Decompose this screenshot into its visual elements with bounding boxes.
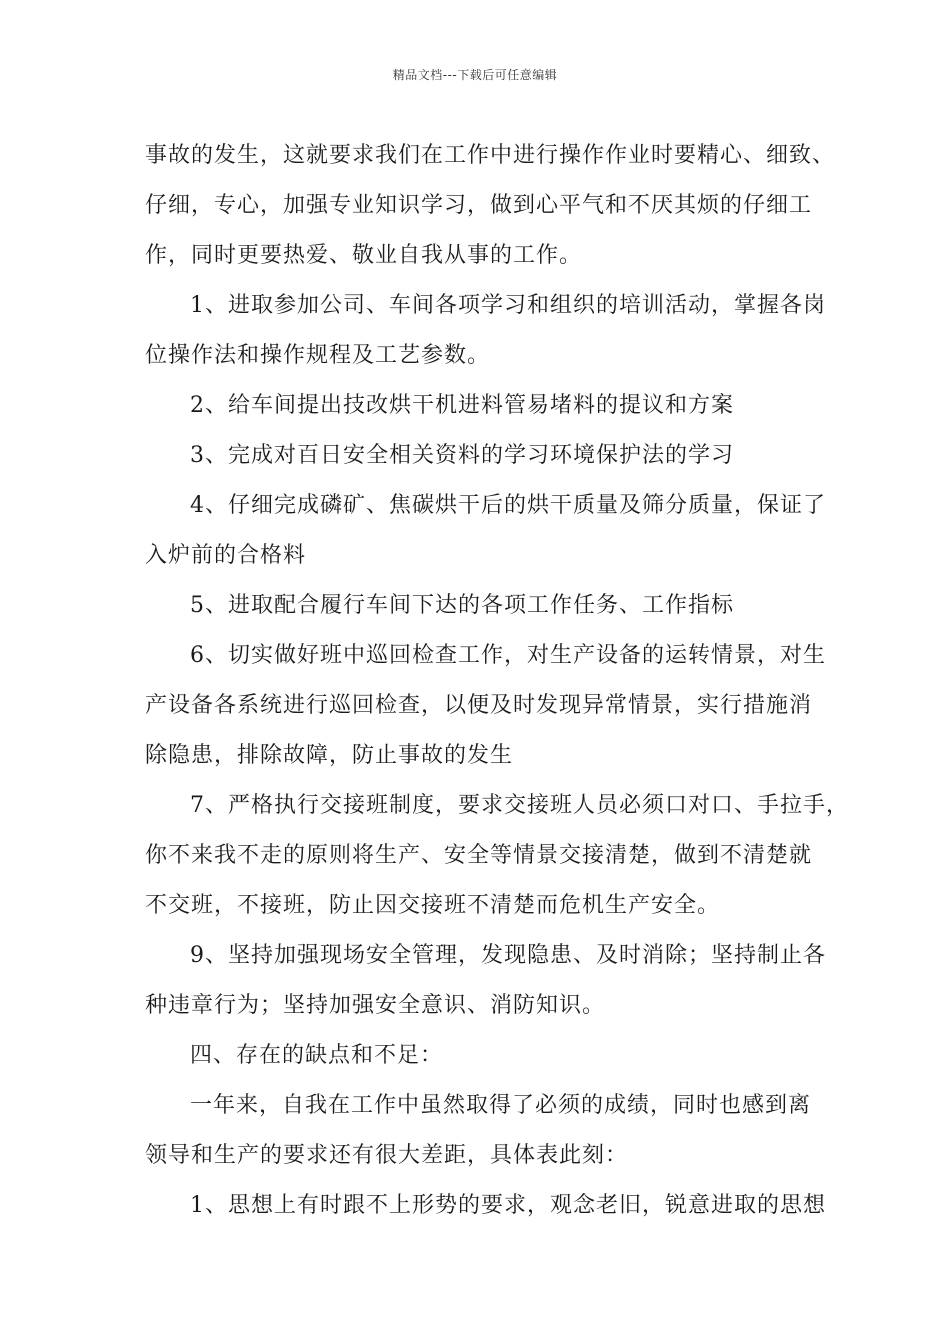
paragraph: [145, 1181, 826, 1231]
section-heading: [145, 1031, 813, 1081]
paragraph: [145, 431, 813, 481]
text-line: 种违章行为；坚持加强安全意识、消防知识。: [145, 993, 606, 1018]
paragraph: [145, 581, 813, 631]
text-line: 6、切实做好班中巡回检查工作，对生产设备的运转情景，对生: [190, 643, 826, 668]
text-line: 3、完成对百日安全相关资料的学习环境保护法的学习: [190, 443, 734, 468]
paragraph: [145, 131, 836, 281]
text-line: 你不来我不走的原则将生产、安全等情景交接清楚，做到不清楚就: [145, 843, 813, 868]
paragraph: [145, 1081, 813, 1181]
text-line: 一年来，自我在工作中虽然取得了必须的成绩，同时也感到离: [190, 1093, 812, 1118]
paragraph: [145, 381, 813, 431]
text-line: 2、给车间提出技改烘干机进料管易堵料的提议和方案: [190, 393, 734, 418]
text-line: 除隐患，排除故障，防止事故的发生: [145, 743, 514, 768]
paragraph: [145, 931, 826, 1031]
text-line: 入炉前的合格料: [145, 543, 307, 568]
text-line: 仔细，专心，加强专业知识学习，做到心平气和不厌其烦的仔细工: [145, 193, 813, 218]
text-line: 四、存在的缺点和不足：: [190, 1043, 444, 1068]
text-line: 位操作法和操作规程及工艺参数。: [145, 343, 491, 368]
text-line: 7、严格执行交接班制度，要求交接班人员必须口对口、手拉手，: [190, 793, 849, 818]
document-body: [145, 131, 849, 1231]
text-line: 产设备各系统进行巡回检查，以便及时发现异常情景，实行措施消: [145, 693, 813, 718]
paragraph: [145, 631, 826, 781]
paragraph: [145, 281, 826, 381]
text-line: 1、进取参加公司、车间各项学习和组织的培训活动，掌握各岗: [190, 293, 826, 318]
text-line: 领导和生产的要求还有很大差距，具体表此刻：: [145, 1143, 629, 1168]
paragraph: [145, 481, 826, 581]
text-line: 作，同时更要热爱、敬业自我从事的工作。: [145, 243, 583, 268]
text-line: 1、思想上有时跟不上形势的要求，观念老旧，锐意进取的思想: [190, 1193, 826, 1218]
page-header: 精品文档---下载后可任意编辑: [392, 68, 558, 82]
text-line: 不交班，不接班，防止因交接班不清楚而危机生产安全。: [145, 893, 721, 918]
text-line: 4、仔细完成磷矿、焦碳烘干后的烘干质量及筛分质量，保证了: [190, 493, 826, 518]
paragraph: [145, 781, 849, 931]
text-line: 事故的发生，这就要求我们在工作中进行操作作业时要精心、细致、: [145, 143, 836, 168]
text-line: 9、坚持加强现场安全管理，发现隐患、及时消除；坚持制止各: [190, 943, 826, 968]
text-line: 5、进取配合履行车间下达的各项工作任务、工作指标: [190, 593, 734, 618]
